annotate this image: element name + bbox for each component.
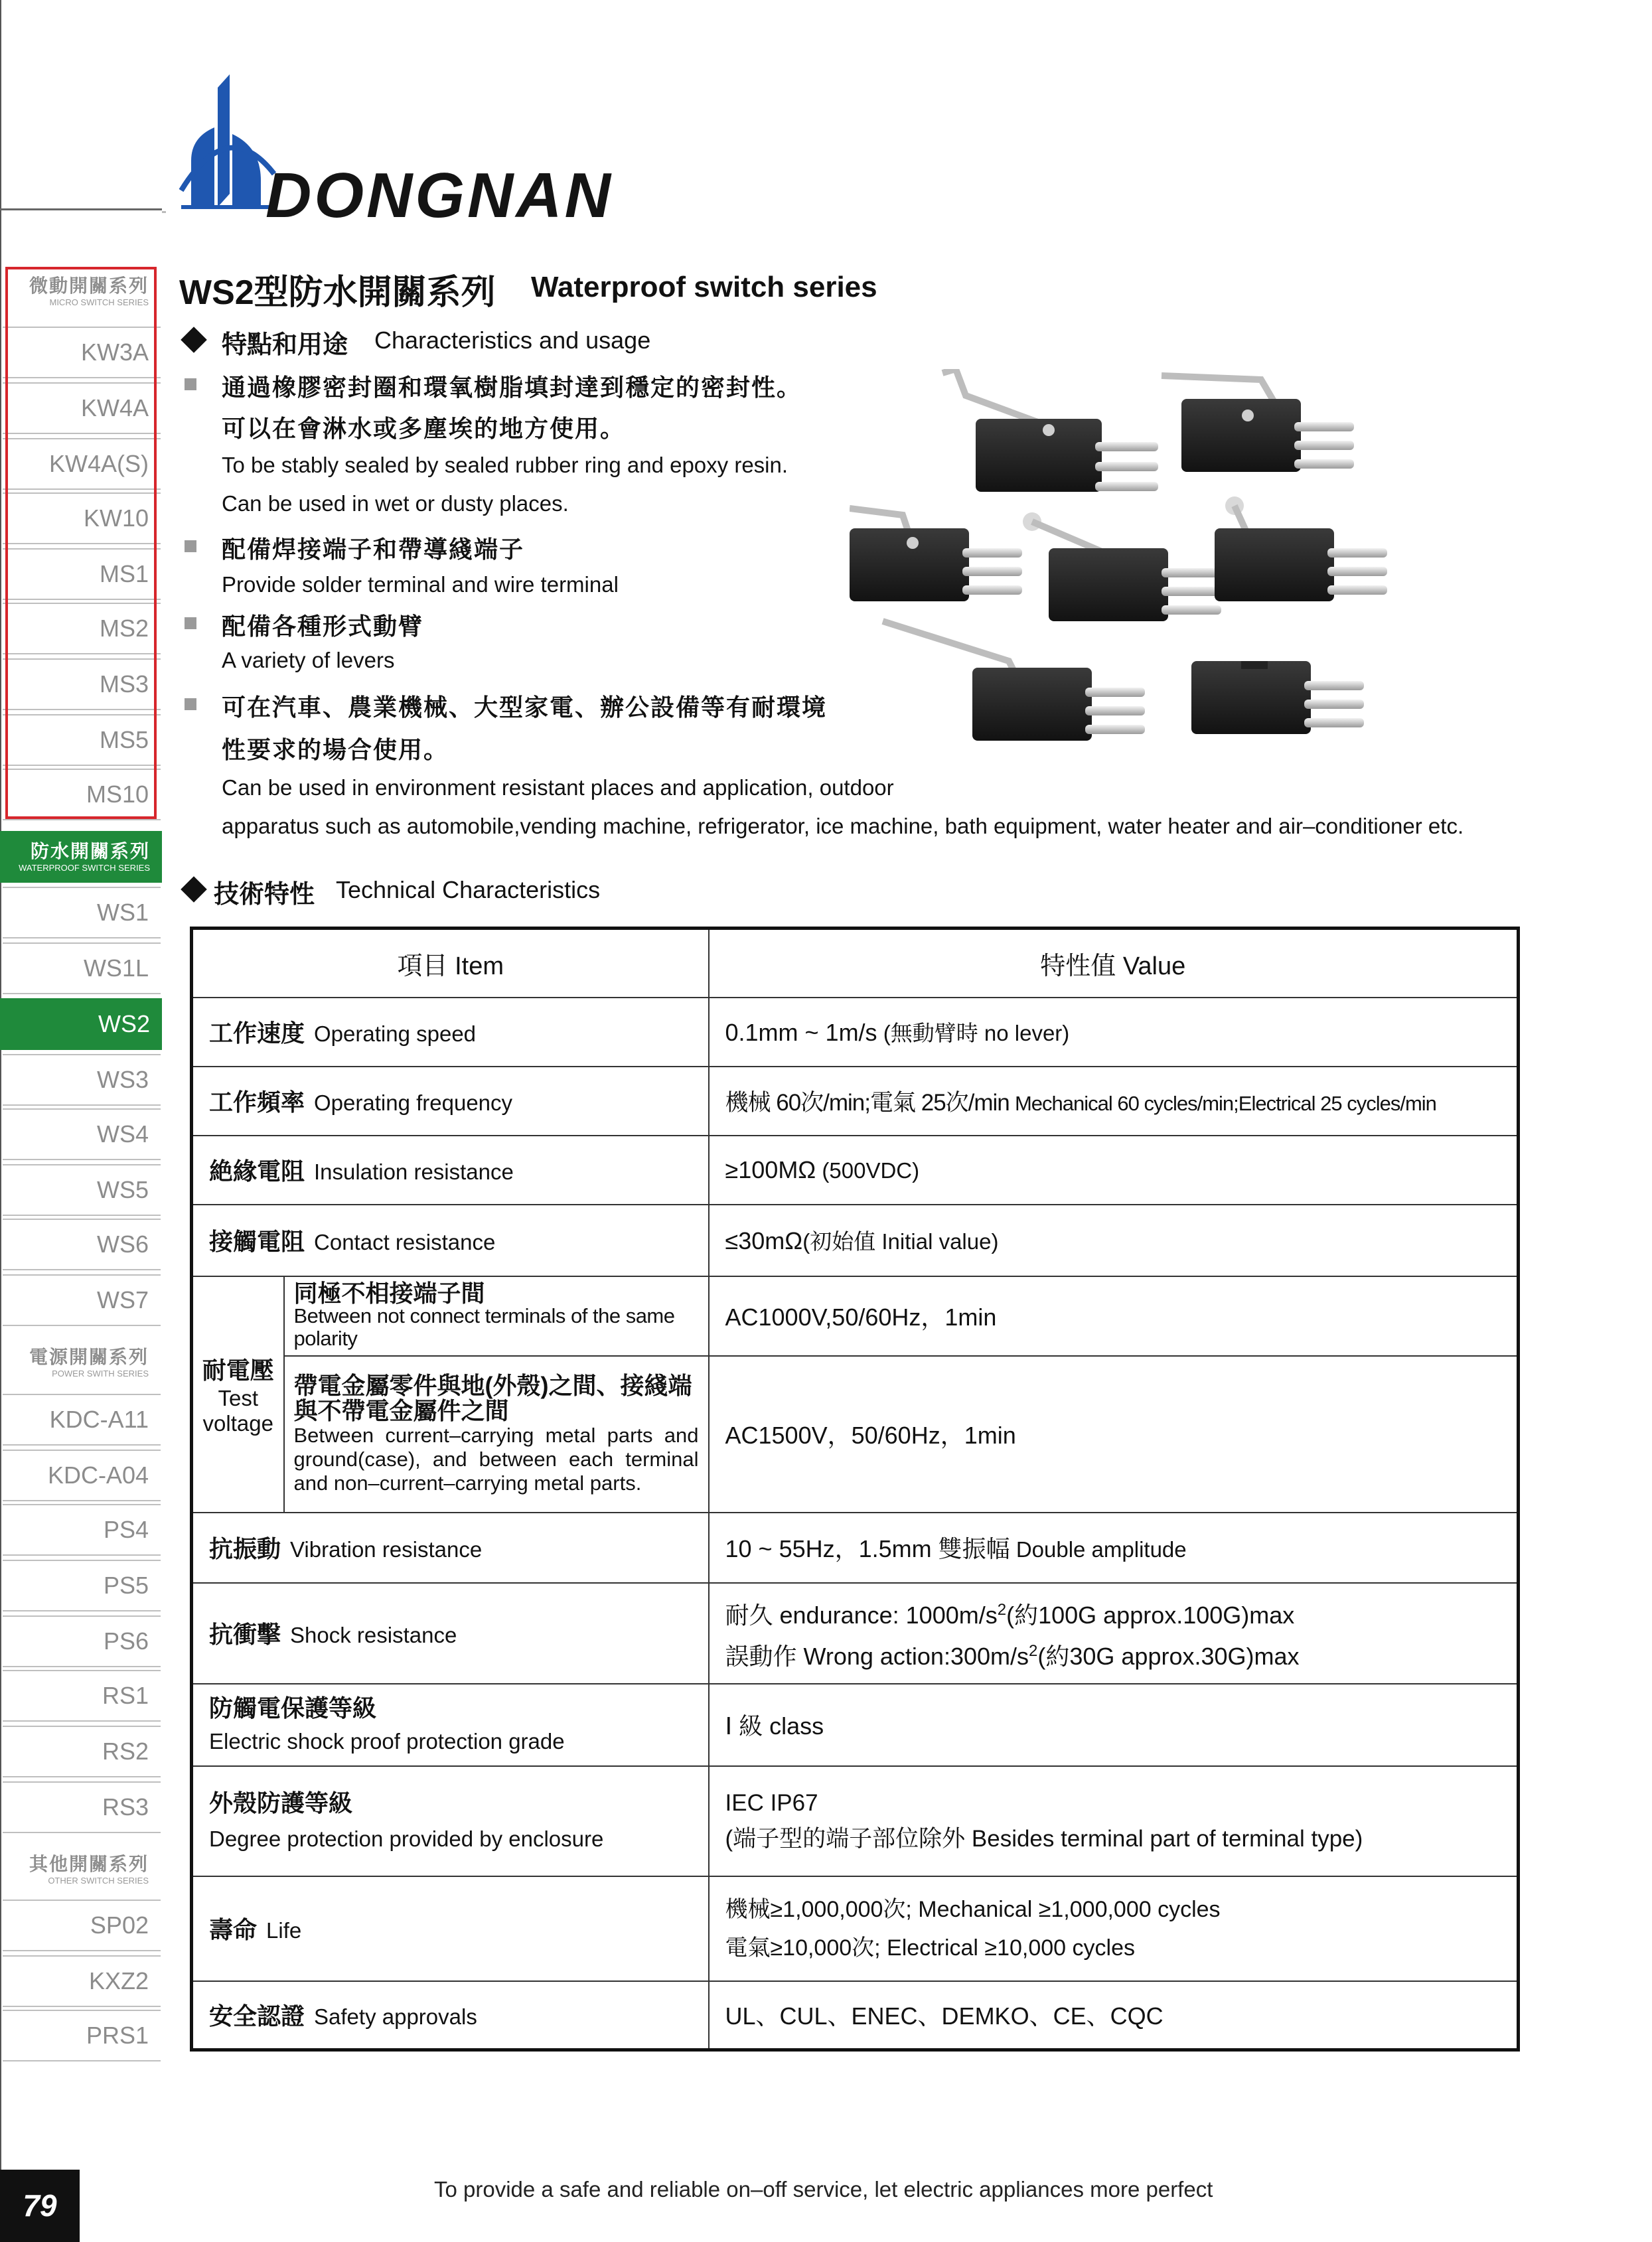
row-life-zh: 壽命 [209, 1916, 258, 1943]
row-safety-en: Safety approvals [314, 2004, 477, 2030]
row-contact-zh: 接觸電阻 [209, 1228, 305, 1255]
sidebar-header-waterproof-zh: 防水開關系列 [30, 841, 150, 861]
voltage-label-en1: Test [218, 1386, 259, 1410]
bullet-square-icon [185, 698, 196, 710]
voltage-sub2-value: AC1500V，50/60Hz，1min [725, 1422, 1016, 1449]
row-insulation-zh: 絶緣電阻 [209, 1158, 305, 1185]
sidebar-item-kw4a[interactable]: KW4A [3, 382, 161, 434]
voltage-sub2-en: Between current–carrying metal parts and ground(case), and between each terminal and non–current–carrying metal parts. [293, 1423, 699, 1495]
sidebar-item-kw3a[interactable]: KW3A [3, 327, 161, 378]
product-switch-images [850, 369, 1513, 767]
feature-1-en-line2: Can be used in wet or dusty places. [222, 491, 569, 516]
row-contact-value: ≤30mΩ [725, 1227, 803, 1254]
row-insulation-value: ≥100MΩ [725, 1156, 816, 1183]
table-row [192, 1205, 1519, 1276]
row-life-value2: 電氣≥10,000次; Electrical ≥10,000 cycles [725, 1935, 1135, 1961]
sidebar-header-other [3, 1844, 161, 1896]
row-enclosure-value1: IEC IP67 [725, 1789, 818, 1816]
row-frequency-zh: 工作頻率 [209, 1088, 305, 1116]
sidebar-item-ps5[interactable]: PS5 [3, 1560, 161, 1611]
sidebar-header-other-zh: 其他開關系列 [29, 1854, 149, 1874]
sidebar-item-ws3[interactable]: WS3 [3, 1054, 161, 1106]
row-shock-value1 [725, 1592, 1501, 1633]
row-life-value1: 機械≥1,000,000次; Mechanical ≥1,000,000 cycles [725, 1896, 1221, 1922]
sidebar-header-power-en: POWER SWITH SERIES [52, 1369, 149, 1379]
sidebar-item-prs1[interactable]: PRS1 [3, 2010, 161, 2061]
sidebar-item-ws5[interactable]: WS5 [3, 1164, 161, 1216]
row-speed-en: Operating speed [314, 1021, 477, 1046]
sidebar-item-ms10[interactable]: MS10 [3, 769, 161, 820]
row-vibration-zh: 抗振動 [209, 1535, 281, 1562]
row-safety-value: UL、CUL、ENEC、DEMKO、CE、CQC [725, 2002, 1164, 2030]
page-number: 79 [0, 2170, 80, 2242]
sidebar-header-micro-en: MICRO SWITCH SERIES [49, 297, 149, 307]
voltage-sub1-zh: 同極不相接端子間 [293, 1279, 485, 1307]
shock-endurance-tail: (約100G approx.100G)max [1006, 1601, 1295, 1629]
sidebar-header-power [3, 1337, 161, 1388]
row-life-en: Life [266, 1918, 302, 1943]
sidebar-item-ms2[interactable]: MS2 [3, 603, 161, 654]
table-row [192, 1136, 1519, 1205]
header-item: 項目 Item [192, 929, 709, 998]
voltage-label-zh: 耐電壓 [202, 1357, 274, 1384]
feature-4-zh-line1: 可在汽車、農業機械、大型家電、辦公設備等有耐環境 [222, 694, 828, 721]
table-row [192, 1876, 1519, 1981]
switch-image-6 [883, 621, 1145, 741]
row-speed-note: (無動臂時 no lever) [883, 1021, 1070, 1045]
bullet-square-icon [185, 540, 196, 552]
shock-superscript: 2 [1029, 1641, 1038, 1660]
sidebar-item-ps4[interactable]: PS4 [3, 1504, 161, 1556]
sidebar-item-rs3[interactable]: RS3 [3, 1781, 161, 1833]
spec-table [190, 927, 1520, 2052]
row-electric-shock-en: Electric shock proof protection grade [209, 1728, 565, 1754]
sidebar-item-sp02[interactable]: SP02 [3, 1900, 161, 1951]
row-electric-shock-zh: 防觸電保護等級 [209, 1694, 377, 1722]
sidebar-item-ws4[interactable]: WS4 [3, 1108, 161, 1160]
table-row [192, 1766, 1519, 1876]
feature-1-zh-line2: 可以在會淋水或多塵埃的地方使用。 [222, 415, 626, 442]
sidebar-item-ws1[interactable]: WS1 [3, 887, 161, 938]
row-shock-value2 [725, 1633, 1501, 1675]
shock-endurance-text: 耐久 endurance: 1000m/s [725, 1601, 998, 1629]
row-contact-en: Contact resistance [314, 1230, 496, 1254]
row-vibration-note: Double amplitude [1015, 1537, 1187, 1562]
sidebar-item-ms1[interactable]: MS1 [3, 548, 161, 600]
sidebar-header-micro-zh: 微動開關系列 [29, 275, 149, 296]
page-left-rule [0, 0, 1, 2170]
sidebar-item-ms5[interactable]: MS5 [3, 714, 161, 766]
technical-heading-en: Technical Characteristics [336, 876, 601, 903]
row-shock-zh: 抗衝擊 [209, 1621, 281, 1648]
table-header-row [192, 929, 1519, 998]
voltage-label-cell [192, 1276, 284, 1513]
table-row [192, 1276, 1519, 1356]
row-speed-value: 0.1mm ~ 1m/s [725, 1019, 877, 1046]
switch-image-7 [1191, 661, 1364, 734]
row-enclosure-zh: 外殼防護等級 [209, 1789, 353, 1817]
footer-slogan: To provide a safe and reliable on–off service, let electric appliances more perfect [434, 2177, 1213, 2202]
micro-series-highlight-box [5, 267, 157, 819]
row-shock-en: Shock resistance [290, 1623, 457, 1647]
sidebar-header-other-en: OTHER SWITCH SERIES [48, 1876, 149, 1886]
feature-4-en-line1: Can be used in environment resistant places and application, outdoor [222, 775, 894, 800]
characteristics-heading-zh: 特點和用途 [222, 331, 348, 359]
sidebar-item-ps6[interactable]: PS6 [3, 1615, 161, 1667]
row-frequency-en: Operating frequency [314, 1090, 513, 1115]
sidebar-item-kdc-a11[interactable]: KDC-A11 [3, 1394, 161, 1446]
voltage-sub2-zh: 帶電金屬零件與地(外殼)之間、接綫端與不帶電金屬件之間 [293, 1371, 692, 1424]
header-rule-end [162, 211, 166, 213]
row-vibration-value: 10 ~ 55Hz，1.5mm 雙振幅 [725, 1535, 1010, 1562]
feature-4-en-line2: apparatus such as automobile,vending machine, refrigerator, ice machine, bath equipment, water heater and air–conditioner etc. [222, 814, 1464, 838]
bullet-square-icon [185, 378, 196, 390]
table-row [192, 998, 1519, 1067]
section-diamond-icon [181, 327, 207, 353]
feature-3-en: A variety of levers [222, 648, 395, 672]
page-title-zh: WS2型防水開關系列 [179, 273, 496, 312]
table-row [192, 1067, 1519, 1136]
switch-image-4 [1023, 512, 1221, 621]
feature-2-zh: 配備焊接端子和帶導綫端子 [222, 536, 525, 563]
sidebar-item-kw4a-s[interactable]: KW4A(S) [3, 438, 161, 490]
sidebar-header-waterproof-en: WATERPROOF SWITCH SERIES [19, 863, 150, 873]
row-insulation-en: Insulation resistance [314, 1159, 514, 1184]
sidebar-header-waterproof [0, 831, 162, 883]
technical-heading-zh: 技術特性 [214, 881, 315, 909]
table-row [192, 1981, 1519, 2050]
shock-wrong-action-text: 誤動作 Wrong action:300m/s [725, 1642, 1029, 1670]
sidebar-item-kxz2[interactable]: KXZ2 [3, 1955, 161, 2007]
sidebar-header-power-zh: 電源開關系列 [29, 1347, 149, 1367]
feature-3-zh: 配備各種形式動臂 [222, 613, 424, 640]
shock-wrong-action-tail: (約30G approx.30G)max [1037, 1642, 1300, 1670]
table-row [192, 1513, 1519, 1583]
row-enclosure-en: Degree protection provided by enclosure [209, 1826, 604, 1851]
row-electric-shock-value: Ⅰ 級 class [725, 1712, 824, 1740]
feature-2-en: Provide solder terminal and wire terminal [222, 572, 619, 597]
brand-name: DONGNAN [265, 160, 613, 231]
dongnan-logo-icon [178, 74, 277, 217]
sidebar-item-rs2[interactable]: RS2 [3, 1726, 161, 1777]
feature-4-zh-line2: 性要求的場合使用。 [222, 736, 449, 763]
sidebar-item-ws6[interactable]: WS6 [3, 1219, 161, 1270]
voltage-sub1-en: Between not connect terminals of the same polarity [293, 1304, 675, 1350]
row-frequency-value: 機械 60次/min;電氣 25次/min [725, 1089, 1010, 1116]
sidebar-item-kw10[interactable]: KW10 [3, 492, 161, 544]
row-insulation-note: (500VDC) [822, 1158, 920, 1183]
sidebar-item-ms3[interactable]: MS3 [3, 658, 161, 710]
bullet-square-icon [185, 617, 196, 629]
characteristics-heading-en: Characteristics and usage [374, 327, 651, 354]
header-value: 特性值 Value [709, 929, 1519, 998]
header-rule [0, 208, 162, 210]
section-diamond-icon [181, 876, 207, 903]
row-enclosure-value2: (端子型的端子部位除外 Besides terminal part of terminal type) [725, 1825, 1363, 1852]
table-row [192, 1356, 1519, 1513]
row-contact-note: (初始值 Initial value) [802, 1229, 999, 1254]
sidebar-item-ws2[interactable]: WS2 [0, 998, 162, 1050]
page-title-en: Waterproof switch series [531, 271, 877, 303]
voltage-label-en2: voltage [202, 1411, 273, 1436]
row-frequency-note: Mechanical 60 cycles/min;Electrical 25 cycles/min [1014, 1091, 1436, 1115]
sidebar-item-kdc-a04[interactable]: KDC-A04 [3, 1450, 161, 1501]
switch-image-3 [850, 508, 1022, 601]
sidebar-item-ws1l[interactable]: WS1L [3, 942, 161, 994]
switch-image-5 [1215, 496, 1387, 601]
switch-image-2 [1162, 376, 1354, 472]
row-speed-zh: 工作速度 [209, 1019, 305, 1047]
sidebar-item-ws7[interactable]: WS7 [3, 1274, 161, 1326]
row-vibration-en: Vibration resistance [290, 1537, 483, 1562]
switch-image-1 [942, 369, 1158, 492]
voltage-sub1-value: AC1000V,50/60Hz，1min [725, 1304, 997, 1331]
sidebar-item-rs1[interactable]: RS1 [3, 1670, 161, 1722]
table-row [192, 1684, 1519, 1766]
feature-1-zh-line1: 通過橡膠密封圈和環氧樹脂填封達到穩定的密封性。 [222, 374, 802, 401]
row-safety-zh: 安全認證 [209, 2002, 305, 2030]
feature-1-en-line1: To be stably sealed by sealed rubber ring and epoxy resin. [222, 453, 788, 477]
table-row [192, 1583, 1519, 1684]
shock-superscript: 2 [997, 1600, 1007, 1619]
